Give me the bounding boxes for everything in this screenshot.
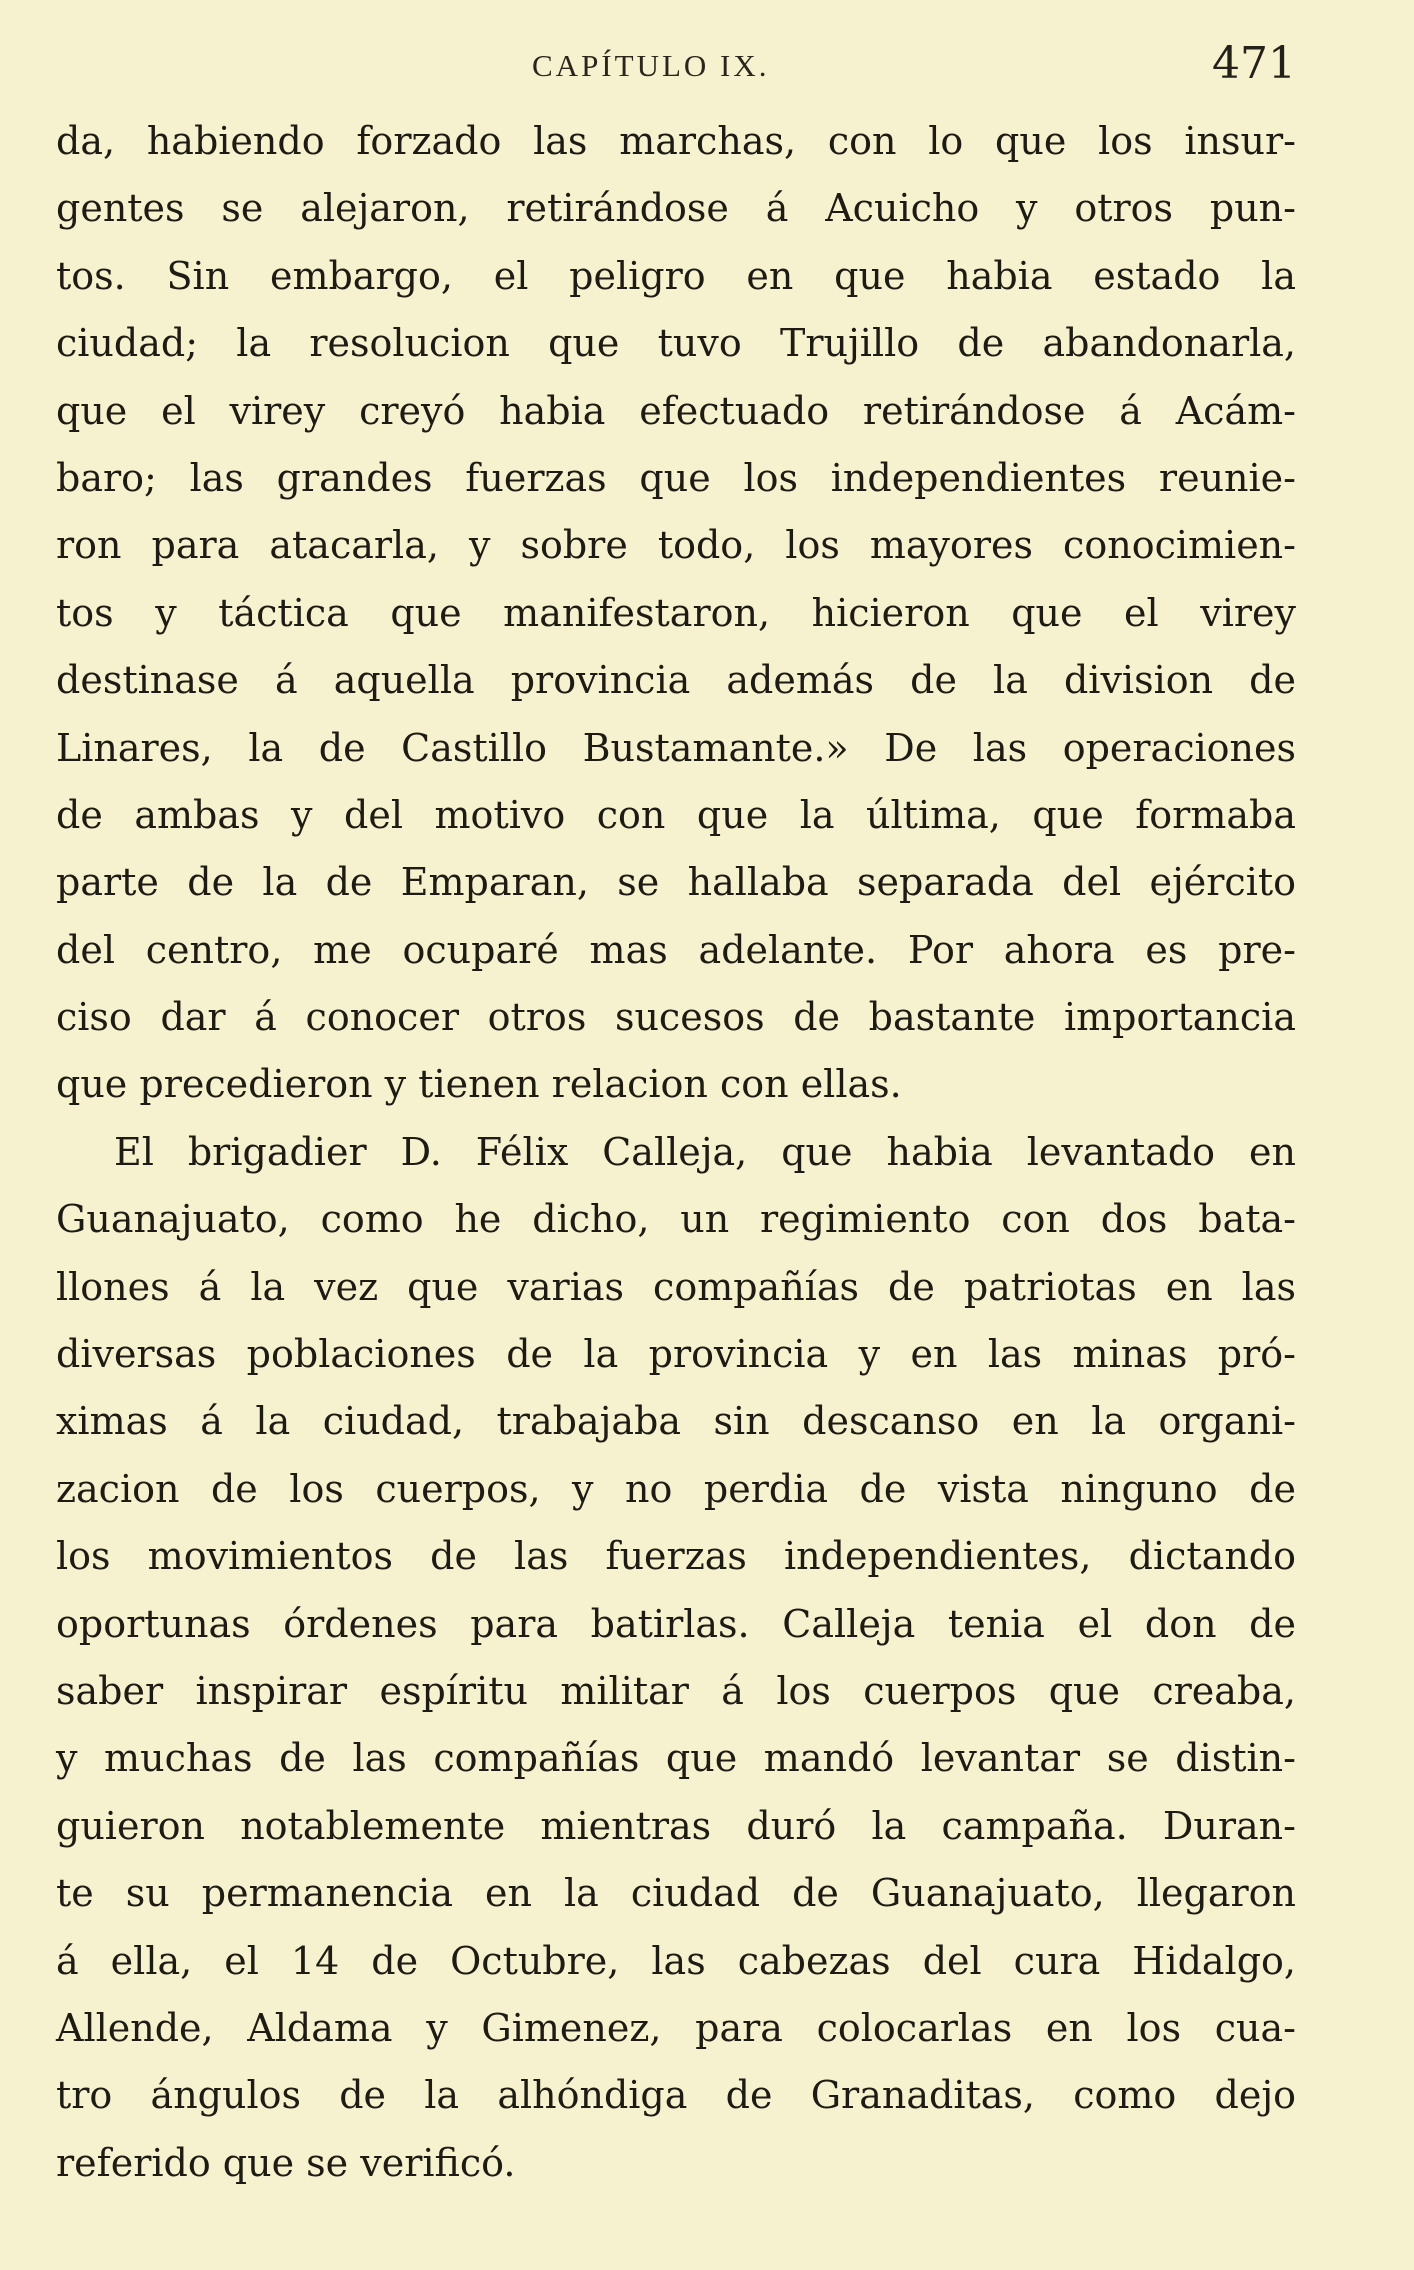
- text-line: llones á la vez que varias compañías de patriotas en las: [56, 1264, 1296, 1309]
- text-line: destinase á aquella provincia además de la division de: [56, 658, 1296, 703]
- chapter-heading: CAPÍTULO IX.: [532, 48, 770, 83]
- text-line: ciudad; la resolucion que tuvo Trujillo de abandonarla,: [56, 321, 1296, 366]
- text-line: ximas á la ciudad, trabajaba sin descanso en la organi-: [56, 1399, 1296, 1444]
- text-line: tos. Sin embargo, el peligro en que habia estado la: [56, 253, 1296, 298]
- text-line: saber inspirar espíritu militar á los cuerpos que creaba,: [56, 1668, 1296, 1713]
- text-line: de ambas y del motivo con que la última, que formaba: [56, 792, 1296, 837]
- text-line: y muchas de las compañías que mandó levantar se distin-: [56, 1736, 1296, 1781]
- text-line: zacion de los cuerpos, y no perdia de vista ninguno de: [56, 1466, 1296, 1511]
- text-line: guieron notablemente mientras duró la campaña. Duran-: [56, 1803, 1296, 1848]
- text-line: Linares, la de Castillo Bustamante.» De las operaciones: [56, 725, 1296, 770]
- page-header: [56, 38, 1296, 108]
- text-line: referido que se verificó.: [56, 2140, 516, 2185]
- text-line: á ella, el 14 de Octubre, las cabezas del cura Hidalgo,: [56, 1938, 1296, 1983]
- text-line: tos y táctica que manifestaron, hicieron que el virey: [56, 590, 1296, 635]
- page-number: 471: [1212, 38, 1296, 89]
- text-line: tro ángulos de la alhóndiga de Granaditas, como dejo: [56, 2073, 1296, 2118]
- text-line: da, habiendo forzado las marchas, con lo que los insur-: [56, 119, 1296, 163]
- text-line: El brigadier D. Félix Calleja, que habia levantado en: [114, 1129, 1296, 1174]
- text-line: ciso dar á conocer otros sucesos de bastante importancia: [56, 995, 1296, 1040]
- text-line: gentes se alejaron, retirándose á Acuicho y otros pun-: [56, 186, 1296, 231]
- text-line: que precedieron y tienen relacion con ellas.: [56, 1062, 902, 1107]
- text-line: parte de la de Emparan, se hallaba separada del ejército: [56, 860, 1296, 905]
- text-line: que el virey creyó habia efectuado retirándose á Acám-: [56, 388, 1296, 433]
- text-line: Allende, Aldama y Gimenez, para colocarlas en los cua-: [56, 2005, 1296, 2050]
- text-line: ron para atacarla, y sobre todo, los mayores conocimien-: [56, 523, 1296, 568]
- text-line: oportunas órdenes para batirlas. Calleja tenia el don de: [56, 1601, 1296, 1646]
- text-line: Guanajuato, como he dicho, un regimiento con dos bata-: [56, 1197, 1296, 1242]
- text-line: diversas poblaciones de la provincia y en las minas pró-: [56, 1332, 1296, 1377]
- text-line: te su permanencia en la ciudad de Guanajuato, llegaron: [56, 1871, 1296, 1916]
- body-text: [56, 108, 1296, 2197]
- text-line: los movimientos de las fuerzas independientes, dictando: [56, 1534, 1296, 1579]
- text-line: del centro, me ocuparé mas adelante. Por ahora es pre-: [56, 927, 1296, 972]
- text-line: baro; las grandes fuerzas que los independientes reunie-: [56, 455, 1296, 500]
